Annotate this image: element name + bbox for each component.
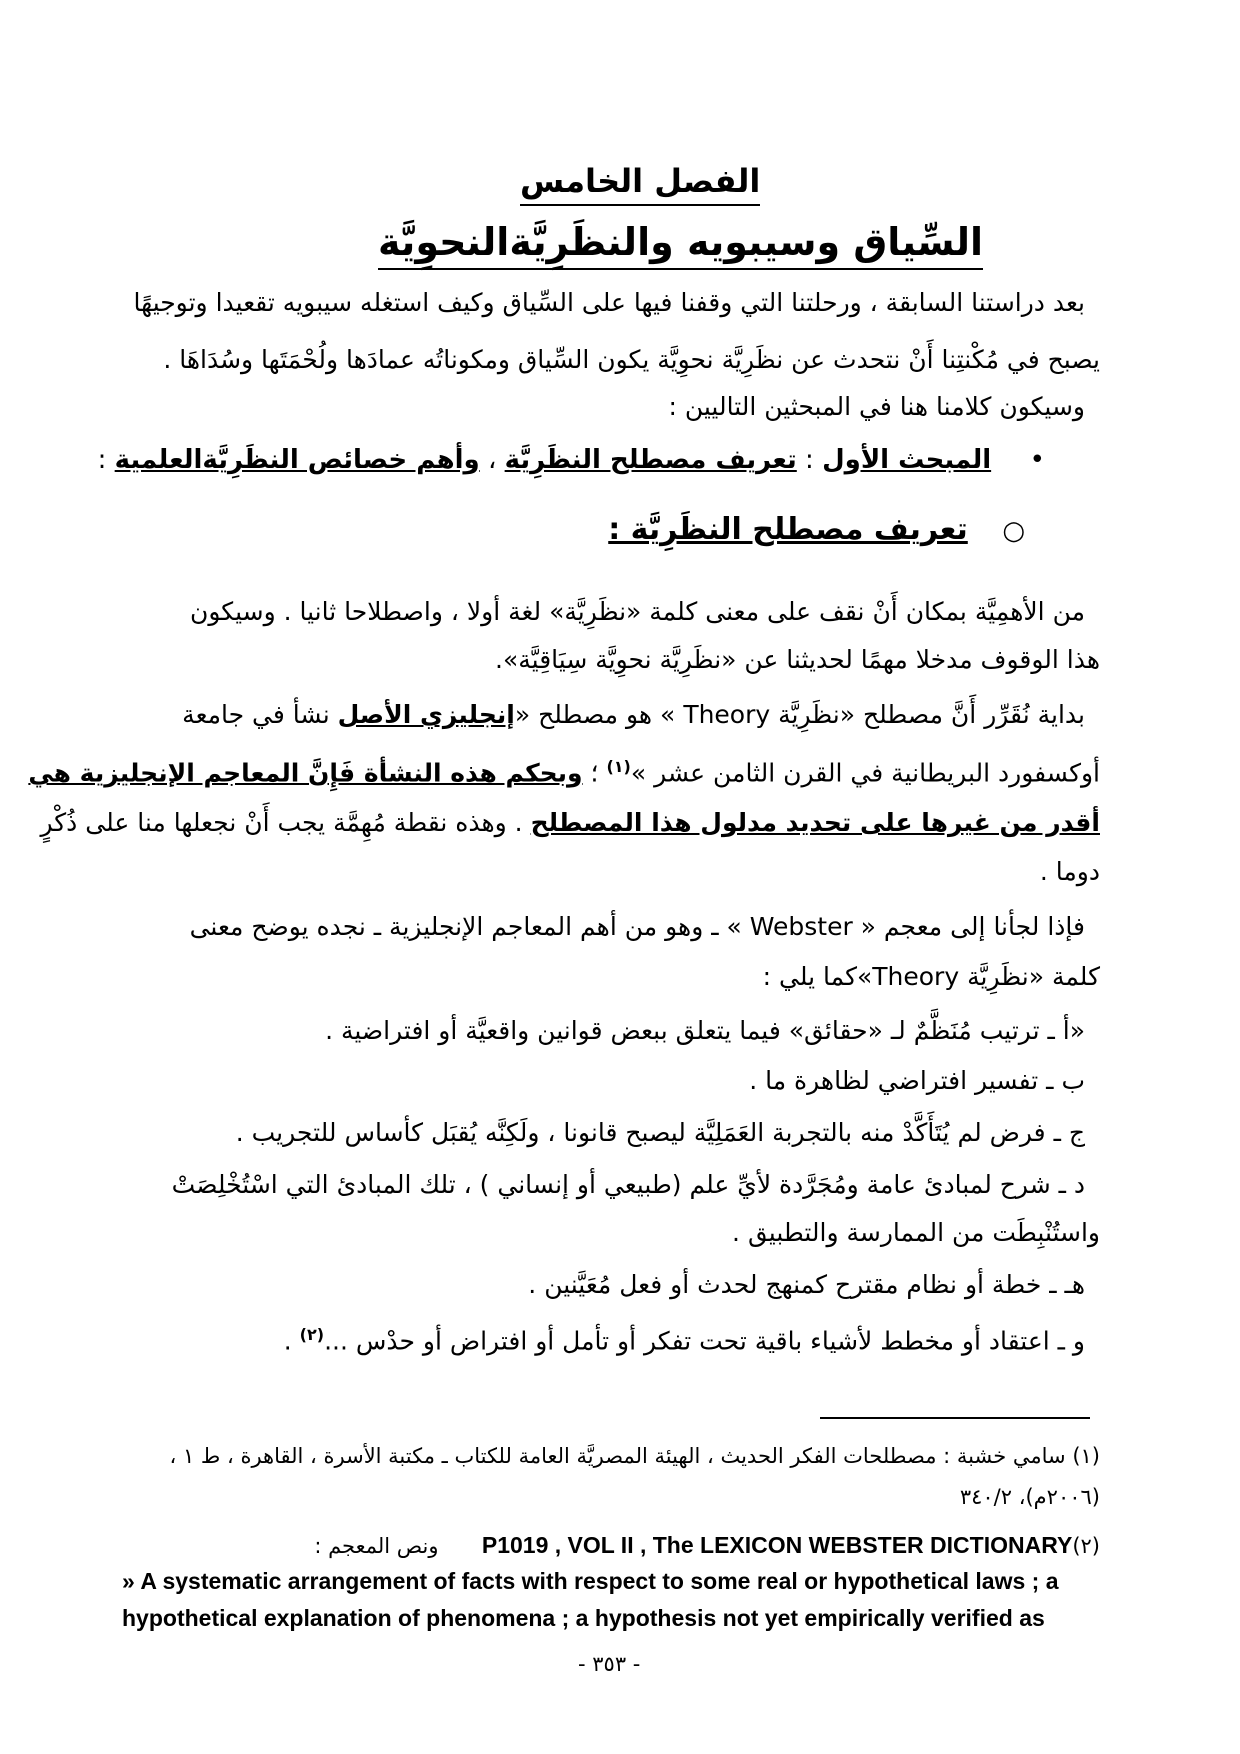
para-1-line-1: من الأهمِيَّة بمكان أَنْ نقف على معنى كلمة «نظَرِيَّة» لغة أولا ، واصطلاحا ثانيا . وسيكون: [190, 597, 1085, 626]
para-2-line-1-c: نشأ في جامعة: [182, 700, 338, 729]
definition-f: [284, 1325, 1085, 1355]
para-2-line-3-bold: أقدر من غيرها على تحديد مدلول هذا المصطلح: [530, 808, 1100, 837]
bullet-marker: •: [1029, 445, 1045, 475]
definition-a: «أ ـ ترتيب مُنَظَّمٌ لـ «حقائق» فيما يتعلق ببعض قوانين واقعيَّة أو افتراضية .: [325, 1016, 1085, 1045]
section-1-colon-end: :: [97, 445, 115, 475]
para-2-line-1-a: بداية نُقَرِّر أَنَّ مصطلح «نظَرِيَّة Theory » هو مصطلح «: [514, 700, 1085, 729]
definition-c: ج ـ فرض لم يُتَأَكَّدْ منه بالتجربة العَمَلِيَّة ليصبح قانونا ، ولَكِنَّه يُقبَل كأساس للتجريب .: [235, 1118, 1085, 1147]
footnote-1-line-2: (٢٠٠٦م)، ٣٤٠/٢: [959, 1485, 1100, 1509]
footnote-ref-1: (١): [606, 757, 631, 776]
section-1-separator: ،: [479, 445, 505, 475]
para-2-line-3-b: . وهذه نقطة مُهِمَّة يجب أَنْ نجعلها منا على ذُكْرٍ: [40, 808, 531, 837]
section-1-heading: [98, 445, 1045, 475]
definition-d-line-2: واستُنْبِطَت من الممارسة والتطبيق .: [732, 1218, 1100, 1247]
footnote-separator: [820, 1417, 1090, 1419]
page-number: - ٣٥٣ -: [578, 1652, 641, 1676]
para-2-line-2-bold: وبحكم هذه النشأة فَإِنَّ المعاجم الإنجليزية هي: [28, 758, 583, 788]
para-1-line-2: هذا الوقوف مدخلا مهمًا لحديثنا عن «نظَرِيَّة نحوِيَّة سِيَاقِيَّة».: [495, 645, 1100, 674]
subsection-1-heading: [608, 512, 1025, 547]
subsection-1-title: تعريف مصطلح النظَرِيَّة :: [608, 512, 968, 547]
footnote-2-intro: ونص المعجم :: [314, 1534, 439, 1558]
footnote-2-source: P1019 , VOL II , The LEXICON WEBSTER DICTIONARY: [481, 1532, 1073, 1558]
para-2-line-1: [182, 700, 1085, 729]
definition-d-line-1: د ـ شرح لمبادئ عامة ومُجَرَّدة لأيِّ علم (طبيعي أو إنساني ) ، تلك المبادئ التي اسْتُخْلِصَتْ: [171, 1170, 1085, 1199]
chapter-number-title: الفصل الخامس: [520, 162, 760, 206]
footnote-2-line-1: [314, 1532, 1100, 1559]
footnote-1-line-1: (١) سامي خشبة : مصطلحات الفكر الحديث ، الهيئة المصريَّة العامة للكتاب ـ مكتبة الأسرة ، القاهرة ، ط ١ ،: [169, 1444, 1100, 1468]
para-2-line-3: [40, 808, 1100, 837]
definition-f-end: .: [283, 1326, 300, 1356]
definition-f-text: و ـ اعتقاد أو مخطط لأشياء باقية تحت تفكر أو تأمل أو افتراض أو حدْس ...: [324, 1326, 1085, 1356]
para-2-line-2-b: ؛: [582, 758, 607, 788]
intro-line-3: وسيكون كلامنا هنا في المبحثين التاليين :: [668, 392, 1085, 421]
para-2-line-2: [28, 757, 1100, 787]
chapter-subtitle: السِّياق وسيبويه والنظَرِيَّةالنحوِيَّة: [378, 220, 983, 270]
section-1-title-b: وأهم خصائص النظَرِيَّةالعلمية: [114, 445, 480, 475]
footnote-2-quote-line-2: hypothetical explanation of phenomena ; a hypothesis not yet empirically verified as: [122, 1605, 1045, 1631]
footnote-2-quote-line-1: » A systematic arrangement of facts with respect to some real or hypothetical laws ; a: [122, 1568, 1059, 1594]
section-1-colon: :: [796, 445, 823, 475]
section-1-label: المبحث الأول: [822, 445, 992, 475]
para-3-line-1: فإذا لجأنا إلى معجم « Webster » ـ وهو من أهم المعاجم الإنجليزية ـ نجده يوضح معنى: [189, 912, 1085, 941]
definition-e: هـ ـ خطة أو نظام مقترح كمنهج لحدث أو فعل مُعَيَّنين .: [528, 1270, 1085, 1299]
circle-marker: ○: [1002, 516, 1025, 546]
definition-b: ب ـ تفسير افتراضي لظاهرة ما .: [749, 1066, 1085, 1095]
para-2-line-2-a: أوكسفورد البريطانية في القرن الثامن عشر »: [630, 758, 1100, 788]
para-2-line-1-bold: إنجليزي الأصل: [337, 700, 515, 729]
para-3-line-2: كلمة «نظَرِيَّة Theory»كما يلي :: [762, 962, 1100, 991]
intro-line-2: يصبح في مُكْنتِنا أَنْ نتحدث عن نظَرِيَّة نحوِيَّة يكون السِّياق ومكوناتُه عمادَها ولُحْمَتَها وسُدَاهَا .: [163, 345, 1100, 374]
section-1-title-a: تعريف مصطلح النظَرِيَّة: [504, 445, 797, 475]
intro-line-1: بعد دراستنا السابقة ، ورحلتنا التي وقفنا فيها على السِّياق وكيف استغله سيبويه تقعيدا وتوجيهًا: [133, 288, 1085, 317]
footnote-ref-2: (٢): [299, 1325, 325, 1344]
footnote-2-number: (٢): [1072, 1534, 1100, 1558]
para-2-line-4: دوما .: [1039, 857, 1100, 886]
